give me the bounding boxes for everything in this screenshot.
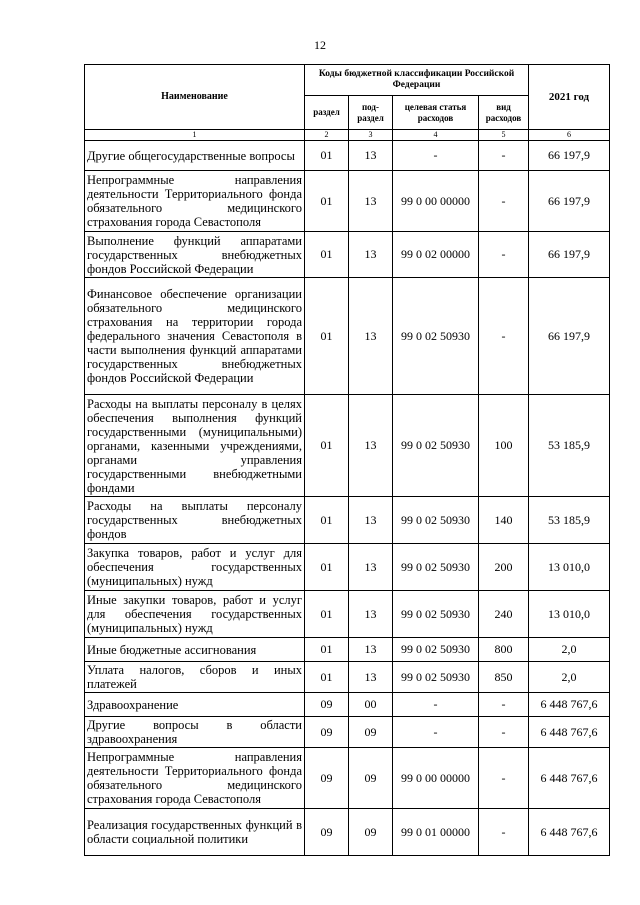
row-name: Уплата налогов, сборов и иных платежей <box>85 662 305 693</box>
table-row <box>85 278 610 395</box>
row-target: 99 0 02 50930 <box>393 638 479 662</box>
row-podrazdel: 13 <box>349 395 393 497</box>
row-amount: 13 010,0 <box>529 591 610 638</box>
row-vid: - <box>479 232 529 278</box>
header-razdel: раздел <box>305 96 349 130</box>
budget-table <box>84 64 610 856</box>
row-vid: - <box>479 171 529 232</box>
header-target: целевая статья расходов <box>393 96 479 130</box>
table-row <box>85 809 610 856</box>
row-razdel: 01 <box>305 278 349 395</box>
row-vid: - <box>479 717 529 748</box>
table-row <box>85 638 610 662</box>
header-name: Наименование <box>85 65 305 130</box>
row-razdel: 09 <box>305 809 349 856</box>
header-vid: вид расходов <box>479 96 529 130</box>
table-row <box>85 662 610 693</box>
row-amount: 53 185,9 <box>529 395 610 497</box>
row-target: 99 0 01 00000 <box>393 809 479 856</box>
column-number: 5 <box>479 130 529 141</box>
row-podrazdel: 09 <box>349 809 393 856</box>
row-razdel: 09 <box>305 748 349 809</box>
table-row <box>85 717 610 748</box>
header-codes: Коды бюджетной классификации Российской Федерации <box>305 65 529 96</box>
row-amount: 2,0 <box>529 662 610 693</box>
header-year: 2021 год <box>529 65 610 130</box>
row-name: Непрограммные направления деятельности Территориального фонда обязательного медицинского страхования города Севастополя <box>85 171 305 232</box>
row-name: Выполнение функций аппаратами государственных внебюджетных фондов Российской Федерации <box>85 232 305 278</box>
row-razdel: 01 <box>305 544 349 591</box>
row-podrazdel: 13 <box>349 662 393 693</box>
row-vid: 200 <box>479 544 529 591</box>
row-vid: - <box>479 278 529 395</box>
row-name: Здравоохранение <box>85 693 305 717</box>
row-razdel: 01 <box>305 141 349 171</box>
row-amount: 6 448 767,6 <box>529 693 610 717</box>
row-razdel: 01 <box>305 497 349 544</box>
row-vid: - <box>479 693 529 717</box>
row-name: Финансовое обеспечение организации обязательного медицинского страхования на территории города федерального значения Севастополя в части выполнения функций аппаратами государственных внебюджетных фондов Российской Федерации <box>85 278 305 395</box>
column-number: 4 <box>393 130 479 141</box>
row-name: Иные закупки товаров, работ и услуг для обеспечения государственных (муниципальных) нужд <box>85 591 305 638</box>
row-razdel: 01 <box>305 591 349 638</box>
row-amount: 66 197,9 <box>529 232 610 278</box>
row-amount: 53 185,9 <box>529 497 610 544</box>
row-target: 99 0 02 00000 <box>393 232 479 278</box>
table-row <box>85 141 610 171</box>
row-amount: 6 448 767,6 <box>529 809 610 856</box>
row-razdel: 01 <box>305 171 349 232</box>
column-number: 1 <box>85 130 305 141</box>
row-razdel: 01 <box>305 232 349 278</box>
table-row <box>85 544 610 591</box>
row-podrazdel: 13 <box>349 141 393 171</box>
row-vid: - <box>479 809 529 856</box>
row-target: 99 0 02 50930 <box>393 662 479 693</box>
row-vid: - <box>479 748 529 809</box>
row-podrazdel: 13 <box>349 591 393 638</box>
table-row <box>85 748 610 809</box>
row-name: Закупка товаров, работ и услуг для обеспечения государственных (муниципальных) нужд <box>85 544 305 591</box>
table-row <box>85 232 610 278</box>
row-podrazdel: 13 <box>349 171 393 232</box>
row-amount: 66 197,9 <box>529 278 610 395</box>
row-target: 99 0 00 00000 <box>393 748 479 809</box>
table-row <box>85 171 610 232</box>
row-target: - <box>393 717 479 748</box>
row-vid: 140 <box>479 497 529 544</box>
row-target: 99 0 02 50930 <box>393 278 479 395</box>
row-amount: 6 448 767,6 <box>529 748 610 809</box>
column-number: 3 <box>349 130 393 141</box>
row-razdel: 01 <box>305 662 349 693</box>
row-name: Иные бюджетные ассигнования <box>85 638 305 662</box>
row-target: - <box>393 693 479 717</box>
row-target: - <box>393 141 479 171</box>
row-name: Расходы на выплаты персоналу в целях обеспечения выполнения функций государственными (муниципальными) органами, казенными учреждениями, органами управления государственными внебюджетными фондами <box>85 395 305 497</box>
page-number: 12 <box>314 38 326 52</box>
row-podrazdel: 13 <box>349 544 393 591</box>
column-number: 2 <box>305 130 349 141</box>
row-amount: 13 010,0 <box>529 544 610 591</box>
row-target: 99 0 02 50930 <box>393 544 479 591</box>
row-vid: 100 <box>479 395 529 497</box>
row-podrazdel: 13 <box>349 232 393 278</box>
table-row <box>85 497 610 544</box>
row-vid: 850 <box>479 662 529 693</box>
table-row <box>85 395 610 497</box>
row-razdel: 09 <box>305 693 349 717</box>
header-podrazdel: под- раздел <box>349 96 393 130</box>
row-podrazdel: 13 <box>349 638 393 662</box>
row-podrazdel: 09 <box>349 717 393 748</box>
row-vid: 240 <box>479 591 529 638</box>
row-name: Непрограммные направления деятельности Территориального фонда обязательного медицинского страхования города Севастополя <box>85 748 305 809</box>
row-podrazdel: 13 <box>349 278 393 395</box>
row-amount: 6 448 767,6 <box>529 717 610 748</box>
row-name: Другие вопросы в области здравоохранения <box>85 717 305 748</box>
row-amount: 2,0 <box>529 638 610 662</box>
table-row <box>85 693 610 717</box>
row-razdel: 09 <box>305 717 349 748</box>
row-amount: 66 197,9 <box>529 171 610 232</box>
row-target: 99 0 02 50930 <box>393 591 479 638</box>
row-podrazdel: 00 <box>349 693 393 717</box>
row-podrazdel: 13 <box>349 497 393 544</box>
row-name: Реализация государственных функций в области социальной политики <box>85 809 305 856</box>
row-vid: - <box>479 141 529 171</box>
row-target: 99 0 00 00000 <box>393 171 479 232</box>
row-podrazdel: 09 <box>349 748 393 809</box>
row-vid: 800 <box>479 638 529 662</box>
row-target: 99 0 02 50930 <box>393 395 479 497</box>
row-name: Расходы на выплаты персоналу государственных внебюджетных фондов <box>85 497 305 544</box>
row-razdel: 01 <box>305 638 349 662</box>
table-row <box>85 591 610 638</box>
row-razdel: 01 <box>305 395 349 497</box>
row-target: 99 0 02 50930 <box>393 497 479 544</box>
row-name: Другие общегосударственные вопросы <box>85 141 305 171</box>
column-number: 6 <box>529 130 610 141</box>
row-amount: 66 197,9 <box>529 141 610 171</box>
